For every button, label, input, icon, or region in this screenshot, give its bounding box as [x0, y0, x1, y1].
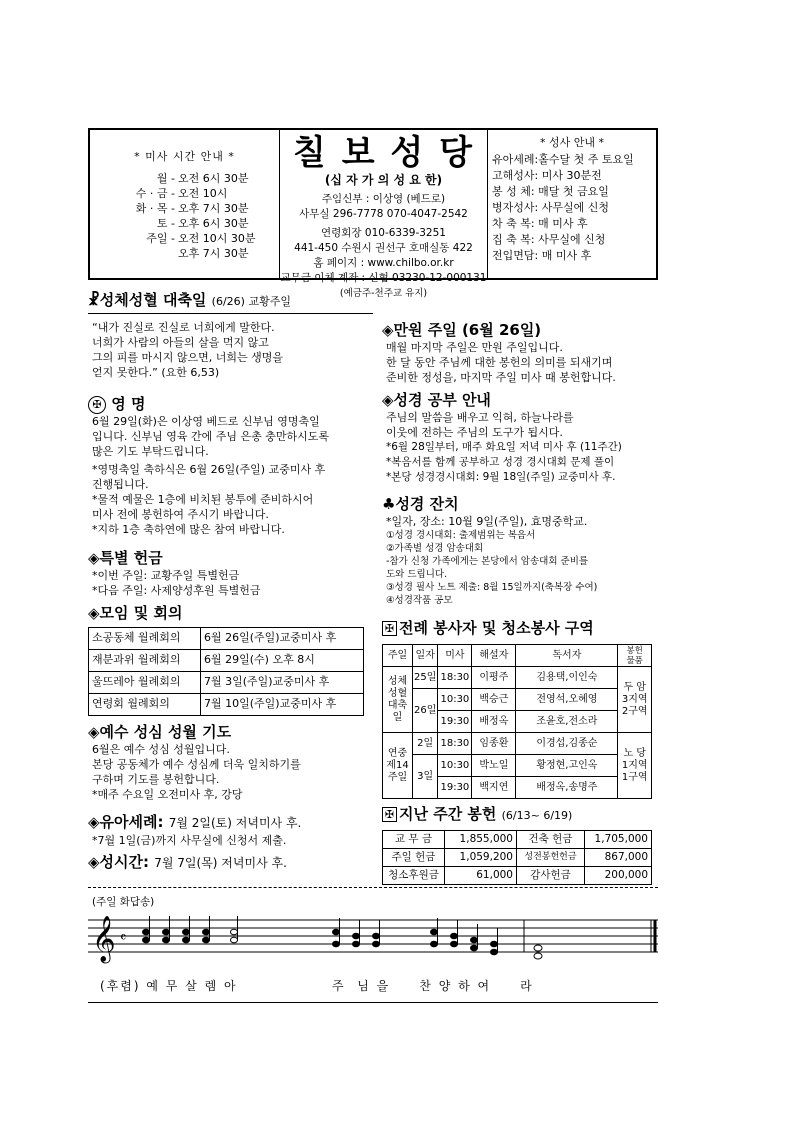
table-row: 19:30 백지연 배정옥,송명주 — [383, 777, 652, 799]
money-sunday-section: ◈만원 주일 (6월 26일) 매월 마지막 주일은 만원 주일입니다. 한 달 동안 주님께 대한 봉헌의 의미를 되새기며 준비한 정성을, 마지막 주일 미사 때 봉헌합니다. — [382, 320, 657, 385]
sacrament-item: 전입면담: 매 미사 후 — [492, 248, 592, 262]
sacrament-item: 봉 성 체: 매달 첫 금요일 — [492, 184, 609, 198]
meetings-table — [88, 627, 364, 716]
nameday-title: ✠ 영 명 — [88, 394, 373, 414]
section-divider — [88, 887, 658, 888]
sacred-heart-title: ◈예수 성심 성월 기도 — [88, 723, 232, 741]
bible-fest-section: ♣성경 잔치 *일자, 장소: 10월 9일(주일), 효명중학교. ①성경 경시대회: 출제범위는 복음서 ②가족별 성경 암송대회 -참가 신청 가족에게는 본당에서 암송대회 준비를 도와 드립니다. ③성경 필사 노트 제출: 8월 15일까지(축복장 수여) ④성경작품 공모 — [382, 494, 657, 607]
sacrament-item: 고해성사: 미사 30분전 — [492, 168, 602, 182]
funeral-phone: 연령회장 010-6339-3251 — [321, 227, 446, 240]
bible-study-section: ◈성경 공부 안내 주님의 말씀을 배우고 익혀, 하늘나라를 이웃에 전하는 주님의 도구가 됩시다. *6월 28일부터, 매주 화요일 저녁 미사 후 (11주간) *복음서를 함께 공부하고 성경 경시대회 문제 풀이 *본당 성경경시대회: 9월 18일(주일) 교중미사 후. — [382, 390, 657, 485]
psalm-score — [88, 910, 658, 980]
holy-hour-section — [88, 852, 373, 873]
cross-box-icon: ✠ — [382, 807, 397, 822]
meetings-title: ◈모임 및 회의 — [88, 604, 183, 622]
sacrament-item: 집 축 복: 사무실에 신청 — [492, 232, 606, 246]
table-row: 성체 성혈 대축일 25일 18:30 이평주 김용택,이인숙 두 암 3지역 2구역 — [383, 667, 652, 689]
meetings-section — [88, 603, 364, 716]
servers-section — [382, 618, 657, 799]
mass-times-title: * 미사 시간 안내 * — [134, 150, 235, 163]
table-row: 울뜨레아 월례회의 7월 3일(주일)교중미사 후 — [89, 672, 364, 694]
table-row: 교 무 금 1,855,000 건축 헌금 1,705,000 — [383, 831, 652, 849]
feast-section — [88, 290, 373, 380]
mass-time-row: 토 - 오후 6시 30분 — [156, 216, 249, 230]
cross-box-icon: ✠ — [382, 621, 397, 636]
table-row: 주일 헌금 1,059,200 성전봉헌헌금 867,000 — [383, 849, 652, 867]
mass-time-row: 화 · 목 - 오후 7시 30분 — [135, 201, 249, 215]
mass-time-row: 월 - 오전 6시 30분 — [156, 171, 249, 185]
infant-baptism-title: ◈유아세례: 7월 2일(토) 저녁미사 후. — [88, 813, 302, 831]
sacraments-title: * 성사 안내 * — [540, 136, 604, 149]
table-row: 소공동체 월례회의 6월 26일(주일)교중미사 후 — [89, 628, 364, 650]
mass-times-panel — [90, 130, 280, 278]
mass-time-row: 주일 - 오전 10시 30분 — [146, 231, 256, 245]
special-offering-title: ◈특별 헌금 — [88, 549, 163, 567]
church-info-panel — [280, 130, 488, 300]
mass-time-row: 수 · 금 - 오전 10시 — [135, 186, 228, 200]
sacraments-panel — [488, 130, 656, 278]
svg-text:𝄞: 𝄞 — [92, 916, 116, 962]
table-row: 19:30 배정옥 조윤호,전소라 — [383, 711, 652, 733]
church-name: 칠 보 성 당 — [293, 133, 474, 173]
feast-title: ☧성체성혈 대축일 (6/26) 교황주일 — [88, 291, 291, 309]
bank-account: 교무금 이체 계좌 : 신협 03230-12-000131 — [280, 272, 487, 285]
nameday-section: ✠ 영 명 6월 29일(화)은 이상영 베드로 신부님 영명축일 입니다. 신부님 영육 간에 주님 은총 충만하시도록 많은 기도 부탁드립니다. *영명축일 축하식은 6월 26일(주일) 교중미사 후 진행됩니다. *물적 예물은 1층에 비치된 봉투에 준비하시어 미사 전에 봉헌하여 주시기 바랍니다. *지하 1층 축하연에 많은 참여 바랍니다. — [88, 394, 373, 537]
money-sunday-title: ◈만원 주일 (6월 26일) — [382, 321, 542, 339]
homepage-link[interactable]: 홈 페이지 : www.chilbo.or.kr — [313, 257, 454, 270]
infant-baptism-section: ◈유아세례: 7월 2일(토) 저녁미사 후. *7월 1일(금)까지 사무실에 신청서 제출. — [88, 812, 373, 848]
psalm-lyrics-refrain: (후렴) 예 무 살 렘 아 — [100, 979, 238, 993]
bible-study-title: ◈성경 공부 안내 — [382, 391, 491, 409]
pastor-line: 주임신부 : 이상영 (베드로) — [321, 193, 446, 206]
special-offering-section: ◈특별 헌금 *이번 주일: 교황주일 특별헌금 *다음 주일: 사제양성후원 특별헌금 — [88, 548, 373, 598]
wreath-icon: ✠ — [88, 396, 106, 414]
sacrament-item: 유아세례:홀수달 첫 주 토요일 — [492, 152, 634, 166]
table-row: 26일 10:30 백승근 전영석,오혜영 — [383, 689, 652, 711]
sacrament-item: 병자성사: 사무실에 신청 — [492, 200, 609, 214]
servers-title: ✠ 전례 봉사자 및 청소봉사 구역 — [382, 618, 657, 638]
account-holder: (예금주-천주교 유지) — [339, 288, 428, 300]
svg-text:𝄴: 𝄴 — [120, 930, 127, 946]
feast-quote: “내가 진실로 진실로 너희에게 말한다. 너희가 사람의 아들의 살을 먹지 않고 그의 피를 마시지 않으면, 너희는 생명을 얻지 못한다.” (요한 6,53) — [88, 313, 373, 380]
table-row: 재분과위 월례회의 6월 29일(수) 오후 8시 — [89, 650, 364, 672]
table-row: 연령회 월례회의 7월 10일(주일)교중미사 후 — [89, 694, 364, 716]
table-row: 연중 제14 주일 2일 18:30 임종환 이경섭,김종순 노 당 1지역 1구역 — [383, 733, 652, 755]
chi-rho-icon: ☧ — [88, 291, 100, 309]
table-row: 청소후원금 61,000 감사헌금 200,000 — [383, 867, 652, 885]
church-patron: (십 자 가 의 성 요 한) — [324, 173, 443, 187]
offerings-section — [382, 804, 657, 885]
offerings-title: ✠ 지난 주간 봉헌 (6/13~ 6/19) — [382, 804, 657, 826]
psalm-label: (주일 화답송) — [92, 896, 155, 908]
bottom-rule — [88, 1002, 658, 1003]
sacred-heart-section: ◈예수 성심 성월 기도 6월은 예수 성심 성월입니다. 본당 공동체가 예수 성심께 더욱 일치하기를 구하며 기도를 봉헌합니다. *매주 수요일 오전미사 후, 강당 — [88, 722, 373, 802]
servers-table — [382, 644, 652, 799]
holy-hour-title: ◈성시간: 7월 7일(목) 저녁미사 후. — [88, 853, 287, 871]
address: 441-450 수원시 권선구 호매실동 422 — [294, 242, 473, 255]
offerings-table — [382, 830, 652, 885]
table-header-row: 주일 일자 미사 해설자 독서자 봉헌 물품 — [383, 645, 652, 667]
sacrament-item: 차 축 복: 매 미사 후 — [492, 216, 588, 230]
bible-fest-title: ♣성경 잔치 — [382, 495, 459, 513]
table-row: 3일 10:30 박노일 황정현,고인옥 — [383, 755, 652, 777]
mass-time-row: 오후 7시 30분 — [178, 246, 249, 260]
psalm-lyrics-praise: 주 님 을 찬 양 하 여 라 — [332, 979, 534, 993]
office-phone: 사무실 296-7778 070-4047-2542 — [299, 208, 468, 221]
